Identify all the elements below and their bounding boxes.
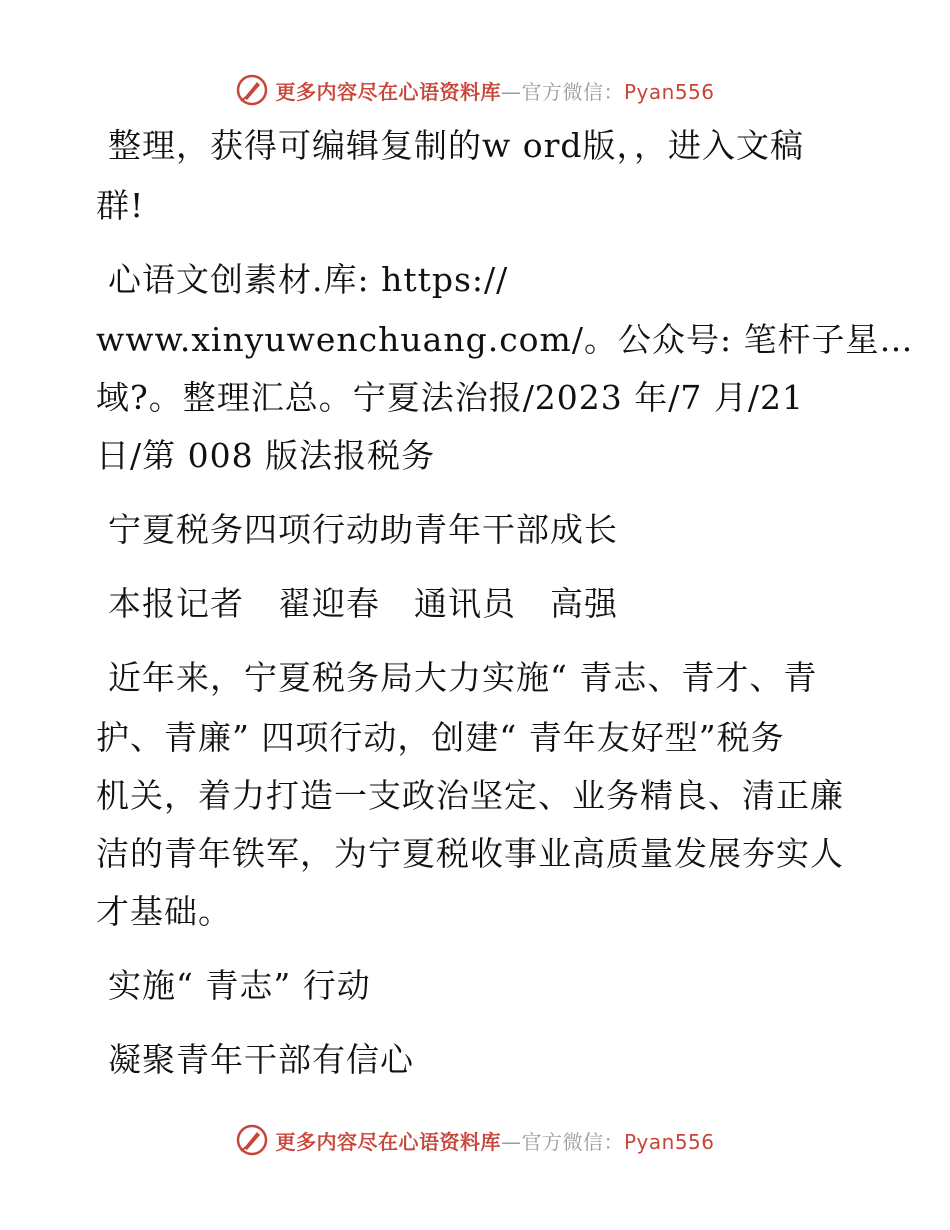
footer-banner xyxy=(0,1120,950,1160)
article-title: 宁夏税务四项行动助青年干部成长 xyxy=(108,510,618,549)
banner-dash: — xyxy=(500,79,522,104)
quill-pen-logo-icon xyxy=(235,1123,269,1157)
paragraph-line: 心语文创素材.库: https:// xyxy=(108,260,509,299)
paragraph-line: www.xinyuwenchuang.com/。公众号: 笔杆子星… xyxy=(96,320,914,359)
paragraph-line: 机关，着力打造一支政治坚定、业务精良、清正廉 xyxy=(96,776,844,815)
header-banner xyxy=(0,70,950,110)
footer-banner-text xyxy=(275,1126,714,1155)
banner-wechat-id: Pyan556 xyxy=(623,1129,715,1154)
header-banner-text xyxy=(275,76,714,105)
quill-pen-logo-icon xyxy=(235,73,269,107)
byline: 本报记者 翟迎春 通讯员 高强 xyxy=(108,584,618,623)
paragraph-line: 近年来，宁夏税务局大力实施“ 青志、青才、青 xyxy=(108,658,818,697)
banner-dash: — xyxy=(500,1129,522,1154)
paragraph-line: 群! xyxy=(96,186,145,225)
section-heading: 实施“ 青志” 行动 xyxy=(108,966,371,1005)
paragraph-line: 洁的青年铁军，为宁夏税收事业高质量发展夯实人 xyxy=(96,834,844,873)
banner-wechat-id: Pyan556 xyxy=(623,79,715,104)
paragraph-line: 日/第 008 版法报税务 xyxy=(96,436,436,475)
banner-lead: 更多内容尽在心语资料库 xyxy=(275,79,501,104)
section-subheading: 凝聚青年干部有信心 xyxy=(108,1040,414,1079)
paragraph-line: 整理，获得可编辑复制的w ord版，，进入文稿 xyxy=(108,126,805,165)
paragraph-line: 护、青廉” 四项行动，创建“ 青年友好型”税务 xyxy=(96,718,785,757)
banner-lead: 更多内容尽在心语资料库 xyxy=(275,1129,501,1154)
banner-wechat-label: 官方微信： xyxy=(521,79,624,104)
paragraph-line: 才基础。 xyxy=(96,892,232,931)
paragraph-line: 域?。整理汇总。宁夏法治报/2023 年/7 月/21 xyxy=(96,378,804,417)
banner-wechat-label: 官方微信： xyxy=(521,1129,624,1154)
